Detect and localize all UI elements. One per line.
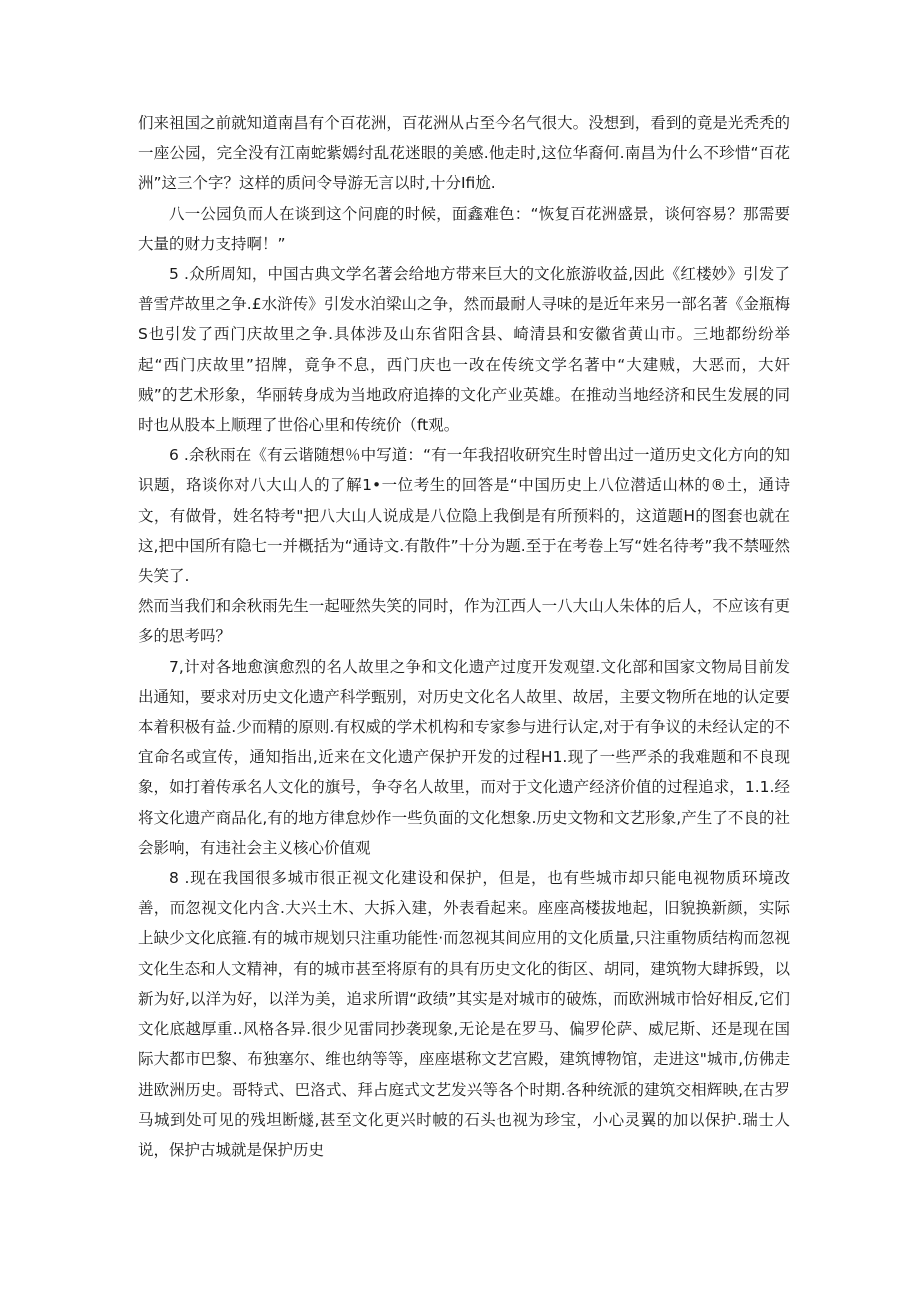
paragraph-2: 八一公园负而人在谈到这个问鹿的时候，面鑫难色：“恢复百花洲盛景，谈何容易？那需要大量的财力支持啊！” (138, 204, 790, 253)
paragraph-6: 7,计对各地愈演愈烈的名人故里之争和文化遗产过度开发观望.文化部和国家文物局目前发出通知，要求对历史文化遗产科学甄别，对历史文化名人故里、故居，主要文物所在地的认定要本着积极有益.少而精的原则.有权威的学术机构和专家参与进行认定,对于有争议的未经认定的不宜命名或宣传，通知指出,近来在文化遗产保护开发的过程H1.现了一些严杀的我难题和不良现象，如打着传承名人文化的旗号，争夺名人故里，而对于文化遗产经济价值的过程追求，1.1.经将文化遗产商品化,有的地方律怠炒作一些负面的文化想象.历史文物和文艺形象,产生了不良的社会影响，有违社会主义核心价值观 (138, 657, 790, 857)
document-body (138, 108, 790, 1165)
paragraph-1: 们来祖国之前就知道南昌有个百花洲，百花洲从占至今名气很大。没想到，看到的竟是光秃秃的一座公园，完全没有江南蛇紫嫣纣乱花迷眼的美感.他走时,这位华裔何.南昌为什么不珍惜“百花洲”这三个字？这样的质问令导游无言以时,十分Ifi尬. (138, 114, 790, 193)
paragraph-7: 8 .现在我国很多城市很正视文化建设和保护，但是，也有些城市却只能电视物质环境改善，而忽视文化内含.大兴土木、大拆入建，外表看起来。座座高楼拔地起，旧貌换新颜，实际上缺少文化底箍.有的城市规划只注重功能性·而忽视其间应用的文化质量,只注重物质结构而忽视文化生态和人文精神，有的城市甚至将原有的具有历史文化的街区、胡同，建筑物大肆拆毁，以新为好,以洋为好，以洋为美，追求所谓“政绩”其实是对城市的破炼，而欧洲城市恰好相反,它们文化底越厚重..风格各异.很少见雷同抄袭现象,无论是在罗马、偏罗伦萨、威尼斯、还是现在国际大都市巴黎、布独塞尔、维也纳等等，座座堪称文艺宫殿，建筑博物馆，走进这"城市,仿佛走进欧洲历史。哥特式、巴洛式、拜占庭式文艺发兴等各个时期.各种统派的建筑交相辉映,在古罗马城到处可见的残坦断燧,甚至文化更兴时帔的石头也视为珍宝，小心灵翼的加以保护.瑞士人说，保护古城就是保护历史 (138, 869, 790, 1159)
paragraph-5: 然而当我们和余秋雨先生一起哑然失笑的同时，作为江西人一八大山人朱体的后人，不应该有更多的思考吗？ (138, 597, 790, 646)
paragraph-4: 6 .余秋雨在《有云谐随想％中写道：“有一年我招收研究生时曾出过一道历史文化方向的知识题，珞谈你对八大山人的了解1•一位考生的回答是“中国历史上八位潜适山林的®土，通诗文，有做骨，姓名特考"把八大山人说成是八位隐上我倒是有所预料的，这道题H的图套也就在这,把中国所有隐七一并概括为“通诗文.有散件”十分为题.至于在考卷上写“姓名待考”我不禁哑然失笑了. (138, 446, 790, 586)
paragraph-3: 5 .众所周知，中国古典文学名著会给地方带来巨大的文化旅游收益,因此《红楼妙》引发了普雪芹故里之争.£水浒传》引发水泊梁山之争，然而最耐人寻味的是近年来另一部名著《金瓶梅S也引发了西门庆故里之争.具体涉及山东省阳含县、崎清县和安徽省黄山市。三地都纷纷举起“西门庆故里”招牌，竟争不息，西门庆也一改在传统文学名著中“大建贼，大恶而，大奸贼”的艺术形象，华丽转身成为当地政府追捧的文化产业英雄。在推动当地经济和民生发展的同时也从股本上顺理了世俗心里和传统价（ft观。 (138, 265, 790, 435)
